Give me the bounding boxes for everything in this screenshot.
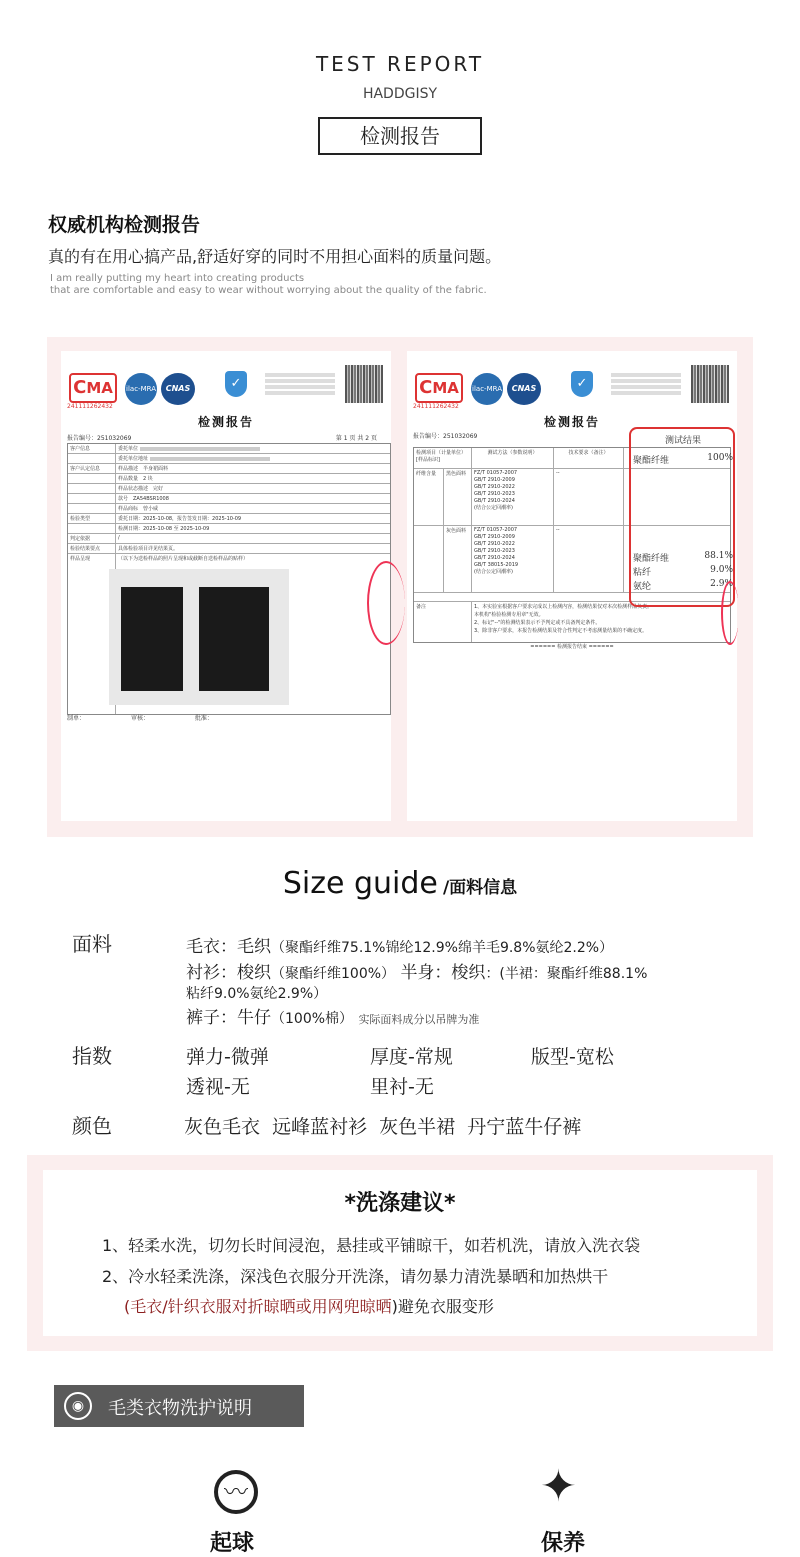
table-row: 样品数量 2 块 (68, 474, 390, 484)
result-row: 氨纶 2.9% (633, 579, 733, 592)
fabric-line-skirt-cont: 粘纤9.0%氨纶2.9%） (186, 986, 328, 1002)
qr-code-icon (691, 365, 729, 403)
check-shield-icon: ✓ (571, 371, 593, 397)
result-row: 聚酯纤维 88.1% (633, 551, 733, 564)
wash-line-2: 2、冷水轻柔洗涤，深浅色衣服分开洗涤，请勿暴力清洗暴晒和加热烘干 (102, 1267, 609, 1286)
result-row: 粘纤 9.0% (633, 565, 733, 578)
cert-heading: 检测报告 (543, 415, 600, 429)
report-number: 报告编号：251032069 (413, 433, 478, 440)
page-number: 第 1 页 共 2 页 (335, 435, 377, 442)
table-row: 委托单位地址 (68, 454, 390, 464)
authority-english (50, 273, 487, 297)
size-guide-title-sub: /面料信息 (442, 878, 518, 898)
table-header-row: 检测项目（计量单位）[样品标识] 测试方法（参数说明） 技术要求（备注） (414, 448, 730, 469)
cma-number: 241111262432 (413, 403, 459, 410)
qr-code-icon (345, 365, 383, 403)
sign-maker: 制单： (67, 715, 86, 722)
fabric-sample-photo (109, 569, 289, 705)
sparkle-icon: ✦ (540, 1461, 577, 1512)
signature-row (67, 713, 377, 722)
test-result-highlight (629, 427, 735, 607)
table-row: 灰色面料 FZ/T 01057-2007 GB/T 2910-2009 GB/T 2910-2022 GB/T 2910-2023 GB/T 2910-2024 GB/T 38015-2019 (结合公定回潮率) -- (414, 526, 730, 593)
table-row: 检验类型 委托日期：2025-10-08，报告签发日期：2025-10-09 (68, 514, 390, 524)
fabric-label: 面料 (72, 932, 112, 956)
fabric-swatch (121, 587, 183, 691)
cnas-logo: CNAS (507, 373, 541, 405)
authority-title: 权威机构检测报告 (48, 214, 201, 236)
cma-text: MA (432, 379, 459, 397)
table-row: 检验结果要点 具体检验项目详见结果页。 (68, 544, 390, 554)
yarn-ball-icon: 〰 (214, 1470, 258, 1514)
index-fit: 版型-宽松 (531, 1046, 614, 1068)
index-elasticity: 弹力-微弹 (186, 1046, 269, 1068)
table-row: 样品商标 曾小威 (68, 504, 390, 514)
table-row: 纤维含量 黑色面料 FZ/T 01057-2007 GB/T 2910-2009 GB/T 2910-2022 GB/T 2910-2023 GB/T 2910-2024 (结合公定回潮率) -- (414, 469, 730, 526)
table-row: 样品呈现 （以下为送检样品的照片呈现和或截断自送检样品的贴样） (68, 554, 390, 714)
index-transparency: 透视-无 (186, 1076, 250, 1098)
check-shield-icon: ✓ (225, 371, 247, 397)
certificate-panel (47, 337, 753, 837)
authority-english-line-2: that are comfortable and easy to wear without worrying about the quality of the fabric. (50, 285, 487, 296)
table-row: 客户认定信息 样品描述 半身裙面料 (68, 464, 390, 474)
color-label: 颜色 (72, 1114, 112, 1138)
cma-text: MA (86, 379, 113, 397)
authority-subtitle: 真的有在用心搞产品,舒适好穿的同时不用担心面料的质量问题。 (48, 247, 502, 266)
ilac-logo: ilac-MRA (125, 373, 157, 405)
cnas-logo: CNAS (161, 373, 195, 405)
table-row: 备注 1、本实验室根据客户要求完成以上检测内容，检测结果仅对本次检测样品负责。 本机构"检验检测专用章"无效。 2、标记"--"的检测结果表示不予判定或不具备判定条件。 3、除非客户要求，本报告检测结果及符合性判定不考虑测量结果的不确定度。 (414, 602, 730, 642)
care-item-maintenance: 保养 (541, 1531, 586, 1556)
result-row: 聚酯纤维 100% (633, 453, 733, 466)
wash-line-1: 1、轻柔水洗，切勿长时间浸泡，悬挂或平铺晾干，如若机洗，请放入洗衣袋 (102, 1236, 641, 1255)
fabric-line-pants: 裤子：牛仔（100%棉） 实际面料成分以吊牌为准 (186, 1008, 480, 1028)
wool-care-header (54, 1385, 304, 1427)
fabric-line-sweater: 毛衣：毛织（聚酯纤维75.1%锦纶12.9%绵羊毛9.8%氨纶2.2%） (186, 937, 614, 957)
cma-number: 241111262432 (67, 403, 113, 410)
report-end-marker: ====== 检测报告结束 ====== (530, 644, 614, 650)
fabric-swatch (199, 587, 269, 691)
table-row: 客户信息 委托单位 (68, 444, 390, 454)
index-label: 指数 (72, 1044, 112, 1068)
cma-logo: CMA (69, 373, 117, 403)
report-box-label: 检测报告 (318, 117, 482, 155)
report-number: 报告编号：251032069 (67, 435, 132, 442)
sign-reviewer: 审核： (130, 715, 149, 722)
sign-approver: 批准： (194, 715, 213, 722)
certificate-page-2 (407, 351, 737, 821)
cert-contact-info (265, 371, 335, 397)
wash-line-3: (毛衣/针织衣服对折晾晒或用网兜晾晒)避免衣服变形 (124, 1297, 494, 1316)
table-row: 样品状态描述 完好 (68, 484, 390, 494)
color-values: 灰色毛衣 远峰蓝衬衫 灰色半裙 丹宁蓝牛仔裤 (184, 1116, 582, 1138)
index-thickness: 厚度-常规 (370, 1046, 453, 1068)
care-item-pilling: 起球 (210, 1531, 255, 1556)
table-row: 检测日期：2025-10-08 至 2025-10-09 (68, 524, 390, 534)
size-guide-title (0, 866, 800, 901)
result-heading: 测试结果 (664, 436, 701, 446)
wash-advice-title: *洗涤建议* (344, 1191, 456, 1216)
wool-care-title: 毛类衣物洗护说明 (108, 1398, 252, 1419)
cert-heading: 检测报告 (197, 415, 254, 429)
fabric-line-shirt-skirt: 衬衫：梭织（聚酯纤维100%） 半身：梭织：(半裙：聚酯纤维88.1% (186, 963, 648, 983)
red-seal-stamp-icon (721, 581, 739, 645)
wool-care-icon: ◉ (64, 1392, 92, 1420)
index-lining: 里衬-无 (370, 1076, 434, 1098)
size-guide-title-main: Size guide (282, 866, 438, 901)
red-seal-stamp-icon (367, 561, 405, 645)
brand-name: HADDGISY (362, 86, 438, 102)
ilac-logo: ilac-MRA (471, 373, 503, 405)
table-row: 判定依据 / (68, 534, 390, 544)
cert-contact-info (611, 371, 681, 397)
table-row: 款号 ZA54BSR1008 (68, 494, 390, 504)
header-title: TEST REPORT (315, 52, 485, 76)
certificate-page-1 (61, 351, 391, 821)
cma-logo: CMA (415, 373, 463, 403)
authority-english-line-1: I am really putting my heart into creating products (50, 273, 305, 284)
